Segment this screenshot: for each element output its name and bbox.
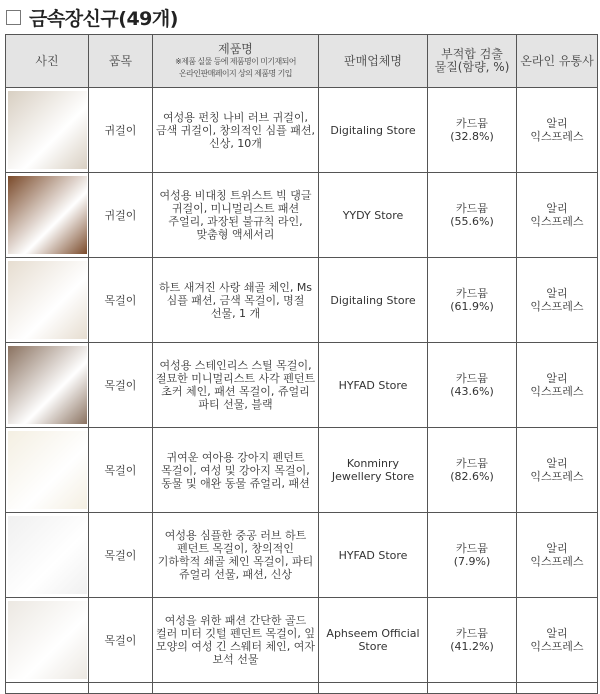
substance-cell bbox=[428, 343, 517, 428]
photo-cell bbox=[6, 258, 89, 343]
substance-amount: (82.6%) bbox=[450, 470, 494, 483]
product-cell: 여성용 펀칭 나비 러브 귀걸이, 금색 귀걸이, 창의적인 심플 패션, 신상, 10개 bbox=[153, 88, 319, 173]
product-cell: 하트 새겨진 사랑 쇄골 체인, Ms 심플 패션, 금색 목걸이, 명절 선물, 1 개 bbox=[153, 258, 319, 343]
section-title-text: 금속장신구(49개) bbox=[29, 7, 178, 30]
product-table bbox=[5, 34, 598, 694]
substance-amount: (43.6%) bbox=[450, 385, 494, 398]
table-row bbox=[6, 428, 598, 513]
photo-cell bbox=[6, 598, 89, 683]
table-row bbox=[6, 343, 598, 428]
product-image bbox=[8, 601, 87, 679]
platform-cell: 알리 익스프레스 bbox=[517, 428, 598, 513]
substance-cell bbox=[428, 428, 517, 513]
header-category: 품목 bbox=[89, 35, 153, 88]
photo-cell bbox=[6, 343, 89, 428]
product-image bbox=[8, 261, 87, 339]
platform-cell: 알리 익스프레스 bbox=[517, 88, 598, 173]
substance-amount: (55.6%) bbox=[450, 215, 494, 228]
substance-name: 카드뮴 bbox=[456, 457, 488, 470]
substance-cell bbox=[428, 598, 517, 683]
substance-name: 카드뮴 bbox=[456, 202, 488, 215]
substance-name: 카드뮴 bbox=[456, 287, 488, 300]
seller-cell: HYFAD Store bbox=[319, 343, 428, 428]
substance-cell bbox=[428, 258, 517, 343]
product-image bbox=[8, 516, 87, 594]
substance-cell bbox=[428, 88, 517, 173]
section-title bbox=[6, 4, 178, 30]
header-platform: 온라인 유통사 bbox=[517, 35, 598, 88]
seller-cell: Digitaling Store bbox=[319, 88, 428, 173]
header-product bbox=[153, 35, 319, 88]
table-row-partial bbox=[6, 683, 598, 694]
substance-amount: (7.9%) bbox=[453, 555, 491, 568]
substance-name: 카드뮴 bbox=[456, 627, 488, 640]
category-cell: 귀걸이 bbox=[89, 173, 153, 258]
platform-cell: 알리 익스프레스 bbox=[517, 258, 598, 343]
table-row bbox=[6, 88, 598, 173]
table-row bbox=[6, 258, 598, 343]
platform-cell: 알리 익스프레스 bbox=[517, 173, 598, 258]
product-cell: 여성용 스테인리스 스틸 목걸이, 절묘한 미니멀리스트 사각 펜던트 초커 체인, 패션 목걸이, 쥬얼리 파티 선물, 블랙 bbox=[153, 343, 319, 428]
substance-amount: (41.2%) bbox=[450, 640, 494, 653]
platform-cell: 알리 익스프레스 bbox=[517, 343, 598, 428]
substance-name: 카드뮴 bbox=[456, 117, 488, 130]
header-substance: 부적합 검출 물질(함량, %) bbox=[428, 35, 517, 88]
product-image bbox=[8, 91, 87, 169]
substance-amount: (32.8%) bbox=[450, 130, 494, 143]
product-image bbox=[8, 431, 87, 509]
product-cell: 여성용 비대칭 트위스트 빅 댕글 귀걸이, 미니멀리스트 패션 주얼리, 과장된 불규칙 라인, 맞춤형 액세서리 bbox=[153, 173, 319, 258]
photo-cell bbox=[6, 513, 89, 598]
category-cell: 목걸이 bbox=[89, 598, 153, 683]
substance-cell bbox=[428, 513, 517, 598]
header-seller: 판매업체명 bbox=[319, 35, 428, 88]
seller-cell: YYDY Store bbox=[319, 173, 428, 258]
platform-cell: 알리 익스프레스 bbox=[517, 598, 598, 683]
header-photo: 사진 bbox=[6, 35, 89, 88]
category-cell: 목걸이 bbox=[89, 428, 153, 513]
table-header bbox=[6, 35, 598, 88]
substance-name: 카드뮴 bbox=[456, 542, 488, 555]
photo-cell bbox=[6, 173, 89, 258]
seller-cell: HYFAD Store bbox=[319, 513, 428, 598]
category-cell: 귀걸이 bbox=[89, 88, 153, 173]
product-cell: 귀여운 여아용 강아지 펜던트 목걸이, 여성 및 강아지 목걸이, 동물 및 애완 동물 쥬얼리, 패션 bbox=[153, 428, 319, 513]
substance-amount: (61.9%) bbox=[450, 300, 494, 313]
substance-cell bbox=[428, 173, 517, 258]
header-product-note: ※제품 실물 등에 제품명이 미기재되어 온라인판매페이지 상의 제품명 기입 bbox=[175, 56, 296, 78]
product-cell: 여성용 심플한 중공 러브 하트 펜던트 목걸이, 창의적인 기하학적 쇄골 체인 목걸이, 파티 쥬얼리 선물, 패션, 신상 bbox=[153, 513, 319, 598]
photo-cell bbox=[6, 428, 89, 513]
category-cell: 목걸이 bbox=[89, 258, 153, 343]
seller-cell: Digitaling Store bbox=[319, 258, 428, 343]
category-cell: 목걸이 bbox=[89, 513, 153, 598]
table-row bbox=[6, 598, 598, 683]
seller-cell: Aphseem Official Store bbox=[319, 598, 428, 683]
table-row bbox=[6, 513, 598, 598]
product-image bbox=[8, 346, 87, 424]
photo-cell bbox=[6, 88, 89, 173]
header-product-label: 제품명 bbox=[218, 41, 253, 56]
seller-cell: Konminry Jewellery Store bbox=[319, 428, 428, 513]
substance-name: 카드뮴 bbox=[456, 372, 488, 385]
table-row bbox=[6, 173, 598, 258]
checkbox-icon bbox=[6, 10, 21, 25]
category-cell: 목걸이 bbox=[89, 343, 153, 428]
product-image bbox=[8, 176, 87, 254]
product-cell: 여성을 위한 패션 간단한 골드 컬러 미터 깃털 펜던트 목걸이, 잎 모양의 여성 긴 스웨터 체인, 여자 보석 선물 bbox=[153, 598, 319, 683]
platform-cell: 알리 익스프레스 bbox=[517, 513, 598, 598]
